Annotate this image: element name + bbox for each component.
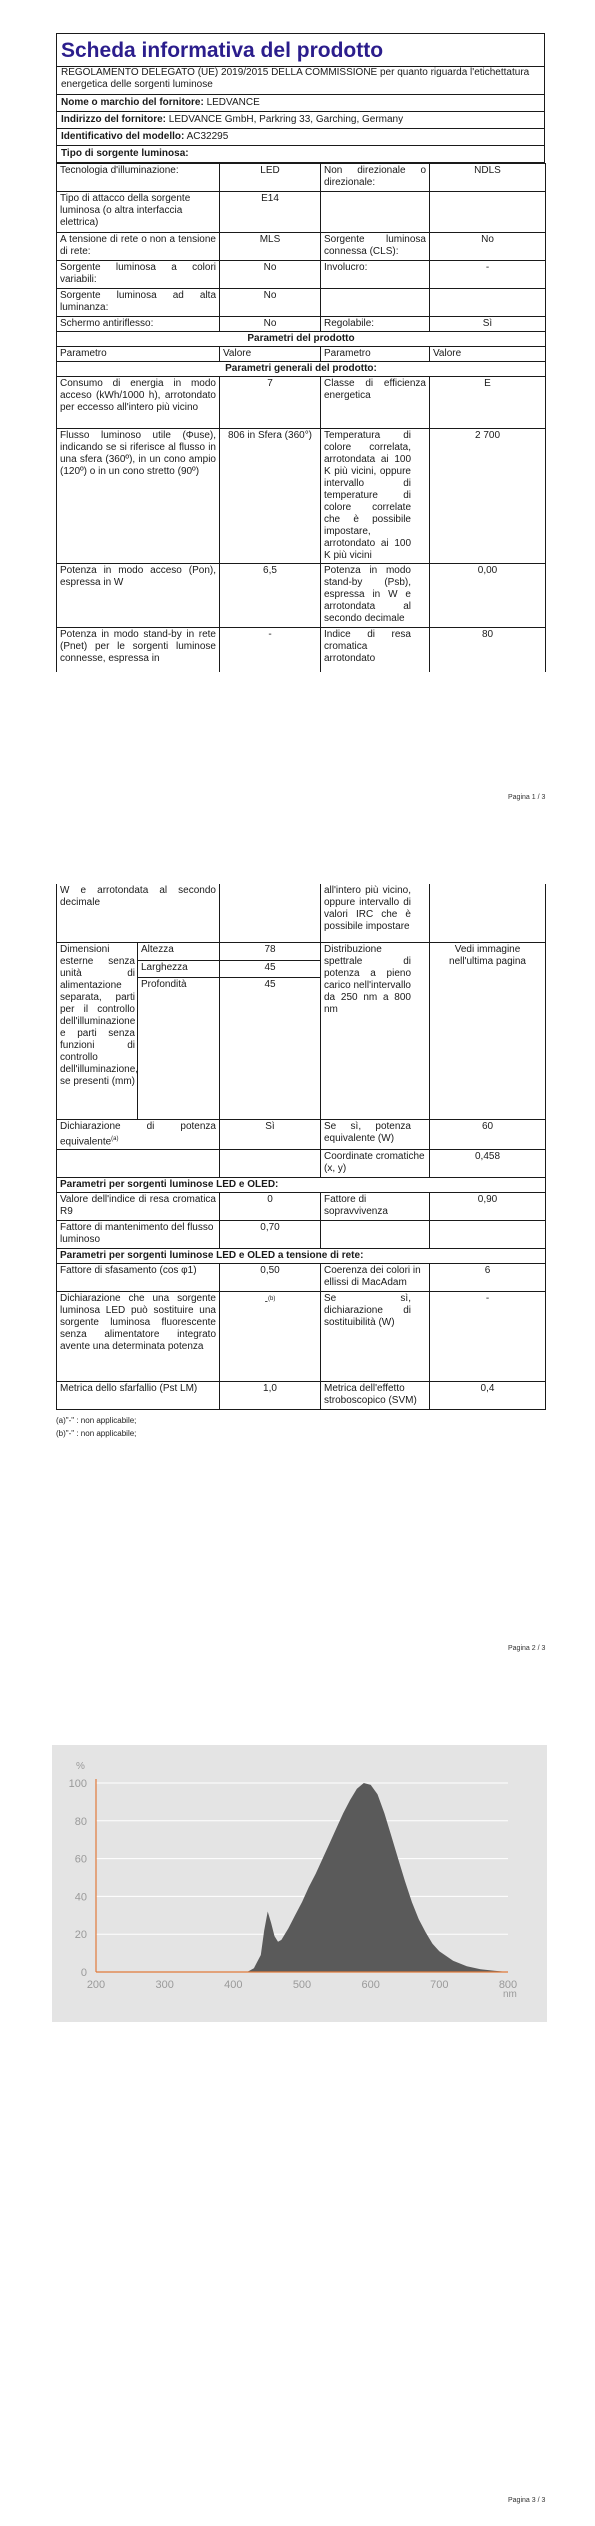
macadam-label: Coerenza dei colori in ellissi di MacAdam [321,1263,430,1291]
y-tick-label-60: 60 [74,1853,87,1866]
power-label: Potenza in modo acceso (Pon), espressa in W [57,564,220,628]
equiv-power-value: 60 [430,1119,546,1149]
envelope-label: Involucro: [321,261,430,289]
y-tick-label-0: 0 [80,1967,87,1979]
replace-w-label: Se sì, dichiarazione di sostituibilità (W) [321,1291,430,1381]
page-title: Scheda informativa del prodotto [61,39,384,62]
equiv-footnote-ref: (a) [111,1135,119,1142]
footnotes [56,1414,545,1440]
mains-label: A tensione di rete o non a tensione di rete: [57,233,220,261]
survival-value: 0,90 [430,1192,546,1220]
height-value: 78 [220,942,321,960]
x-tick-label-300: 300 [155,1979,174,1991]
r9-value: 0 [220,1192,321,1220]
equiv-label-text: Dichiarazione di potenza equivalente [60,1120,216,1147]
height-label: Altezza [138,942,220,960]
params-header: Parametri del prodotto [57,332,546,347]
dims-label: Dimensioni esterne senza unità di alimentazione separata, parti per il controllo dell'illuminazione e parti senza funzioni di controllo dell'illuminazione, se presenti (mm) [57,942,138,1119]
flux-label: Flusso luminoso utile (Φuse), indicando se si riferisce al flusso in una sfera (360º), in un cono ampio (120º) o in un cono stretto (90º) [57,429,220,564]
cap-value: E14 [220,192,321,233]
source-type-table [56,163,546,672]
survival-label: Fattore di sopravvivenza [321,1192,430,1220]
dimmable-label: Regolabile: [321,317,430,332]
address-row [57,111,544,128]
svm-label: Metrica dell'effetto stroboscopico (SVM) [321,1381,430,1409]
product-sheet-frame [56,33,545,163]
equiv-value: Sì [220,1119,321,1149]
macadam-value: 6 [430,1263,546,1291]
y-tick-label-80: 80 [74,1815,87,1828]
x-tick-label-800: 800 [498,1979,518,1991]
cri-value: 80 [430,628,546,672]
pf-value: 0,50 [220,1263,321,1291]
x-tick-label-200: 200 [86,1979,106,1991]
x-tick-label-700: 700 [430,1979,449,1991]
replace-footnote-ref: (b) [268,1295,276,1302]
cri-label-part1: Indice di resa cromatica arrotondato [321,628,430,672]
page-number-1: Pagina 1 / 3 [508,794,546,801]
glare-label: Schermo antiriflesso: [57,317,220,332]
equiv-power-label: Se sì, potenza equivalente (W) [321,1119,430,1149]
supplier-row [57,94,544,111]
colour-value: No [220,261,321,289]
dir-label: Non direzionale o direzionale: [321,164,430,192]
maint-label: Fattore di mantenimento del flusso luminoso [57,1220,220,1248]
class-value: E [430,377,546,429]
energy-label: Consumo di energia in modo acceso (kWh/1000 h), arrotondato per eccesso all'intero più vicino [57,377,220,429]
page-number-2: Pagina 2 / 3 [508,1645,546,1652]
connected-label: Sorgente luminosa connessa (CLS): [321,233,430,261]
envelope-value: - [430,261,546,289]
address-value: LEDVANCE GmbH, Parkring 33, Garching, Germany [168,114,404,125]
tech-label: Tecnologia d'illuminazione: [57,164,220,192]
continued-table [56,884,546,1410]
replace-label: Dichiarazione che una sorgente luminosa LED può sostituire una sorgente luminosa fluorescente senza alimentatore integrato avente una determinata potenza [57,1291,220,1381]
col-param-1: Parametro [57,347,220,362]
power-value: 6,5 [220,564,321,628]
flicker-label: Metrica dello sfarfallio (Pst LM) [57,1381,220,1409]
equiv-label [57,1119,220,1149]
supplier-label: Nome o marchio del fornitore: [61,97,204,108]
replace-value-text: - [264,1296,268,1308]
page-2-sheet [56,884,545,1440]
standby-value: 0,00 [430,564,546,628]
page-number-3: Pagina 3 / 3 [508,2497,546,2504]
width-label: Larghezza [138,960,220,977]
energy-value: 7 [220,377,321,429]
chroma-value: 0,458 [430,1149,546,1177]
x-axis-unit-label: nm [503,1989,517,2000]
colour-label: Sorgente luminosa a colori variabili: [57,261,220,289]
x-tick-label-400: 400 [224,1979,243,1991]
spectrum-area [233,1783,508,1972]
y-tick-label-100: 100 [68,1778,87,1790]
replace-w-value: - [430,1291,546,1381]
dir-value: NDLS [430,164,546,192]
tech-value: LED [220,164,321,192]
supplier-value: LEDVANCE [206,97,260,108]
depth-value: 45 [220,977,321,1119]
r9-label: Valore dell'indice di resa cromatica R9 [57,1192,220,1220]
y-tick-label-20: 20 [74,1929,87,1942]
model-row [57,128,544,145]
flicker-value: 1,0 [220,1381,321,1409]
source-type-header: Tipo di sorgente luminosa: [57,145,544,162]
netstandby-value: - [220,628,321,672]
cct-label: Temperatura di colore correlata, arrotondata ai 100 K più vicini, oppure intervallo di temperature di colore correlate che è possibile impostare, arrotondato ai 100 K più vicini [321,429,430,564]
maint-value: 0,70 [220,1220,321,1248]
highlum-value: No [220,289,321,317]
x-tick-label-500: 500 [292,1979,312,1991]
col-value-1: Valore [220,347,321,362]
glare-value: No [220,317,321,332]
mains-value: MLS [220,233,321,261]
class-label: Classe di efficienza energetica [321,377,430,429]
netstandby-label-part2: W e arrotondata al secondo decimale [57,884,220,942]
svm-value: 0,4 [430,1381,546,1409]
col-value-2: Valore [430,347,546,362]
spectral-power-distribution-chart [52,1745,547,2022]
cct-value: 2 700 [430,429,546,564]
width-value: 45 [220,960,321,977]
footnote-a: (a)"-" : non applicabile; [56,1415,137,1425]
dimmable-value: Sì [430,317,546,332]
x-tick-label-600: 600 [361,1979,380,1991]
pf-label: Fattore di sfasamento (cos φ1) [57,1263,220,1291]
cri-label-part2: all'intero più vicino, oppure intervallo di valori IRC che è possibile impostare [321,884,430,942]
chroma-label: Coordinate cromatiche (x, y) [321,1149,430,1177]
footnote-b: (b)"-" : non applicabile; [56,1428,137,1438]
y-axis-unit-label: % [76,1761,85,1772]
depth-label: Profondità [138,977,220,1119]
model-label: Identificativo del modello: [61,131,185,142]
address-label: Indirizzo del fornitore: [61,114,166,125]
netstandby-label-part1: Potenza in modo stand-by in rete (Pnet) per le sorgenti luminose connesse, espressa in [57,628,220,672]
highlum-label: Sorgente luminosa ad alta luminanza: [57,289,220,317]
spd-value: Vedi immagine nell'ultima pagina [430,942,546,1119]
regulation-text: REGOLAMENTO DELEGATO (UE) 2019/2015 DELLA COMMISSIONE per quanto riguarda l'etichettatura energetica delle sorgenti luminose [57,66,544,94]
cap-label: Tipo di attacco della sorgente luminosa (o altra interfaccia elettrica) [57,192,220,233]
led-header: Parametri per sorgenti luminose LED e OLED: [57,1177,546,1192]
mains-header: Parametri per sorgenti luminose LED e OLED a tensione di rete: [57,1248,546,1263]
y-tick-label-40: 40 [74,1891,87,1904]
general-header: Parametri generali del prodotto: [57,362,546,377]
page-1-sheet [56,33,545,672]
model-value: AC32295 [186,131,229,142]
connected-value: No [430,233,546,261]
spd-label: Distribuzione spettrale di potenza a pieno carico nell'intervallo da 250 nm a 800 nm [321,942,430,1119]
col-param-2: Parametro [321,347,430,362]
flux-value: 806 in Sfera (360°) [220,429,321,564]
replace-value [220,1291,321,1381]
spectrum-chart-panel [52,1745,547,2022]
standby-label: Potenza in modo stand-by (Psb), espressa in W e arrotondata al secondo decimale [321,564,430,628]
